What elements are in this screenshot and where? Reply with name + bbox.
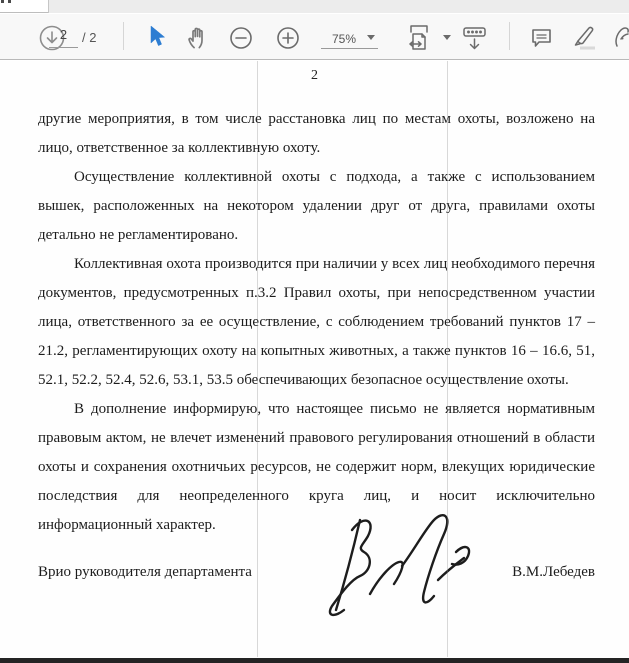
highlighter-icon	[570, 24, 600, 52]
fit-width-button[interactable]	[407, 24, 439, 52]
fill-sign-pen-icon	[613, 26, 629, 50]
toolbar-divider	[123, 22, 124, 50]
toolbar-divider	[509, 22, 510, 50]
signer-title: Врио руководителя департамента	[38, 564, 252, 580]
signature-row	[38, 564, 595, 581]
page-header-number: 2	[311, 68, 318, 83]
chevron-down-icon	[367, 35, 375, 40]
paragraph: Осуществление коллективной охоты с подхода, а также с использованием вышек, расположенных на некотором удалении друг от друга, правилами охоты детально не регламентировано.	[38, 169, 595, 243]
select-cursor-icon	[145, 24, 168, 49]
zoom-in-icon	[276, 26, 300, 50]
document-text	[38, 105, 595, 540]
paragraph: В дополнение информирую, что настоящее письмо не является нормативным правовым актом, не влечет изменений правового регулирования отношений в области охоты и сохранения охотничьих ресурсов, не содержит норм, влекущих юридические последствия для неопределенного круга лиц, и носит исключительно информационный характер.	[38, 401, 595, 533]
zoom-level-value: 75%	[332, 32, 357, 46]
page-total-label: / 2	[82, 30, 97, 45]
chevron-down-icon	[443, 35, 451, 40]
comment-button[interactable]	[529, 26, 554, 51]
zoom-in-button[interactable]	[276, 26, 300, 50]
page-number-input[interactable]: 2	[49, 27, 78, 48]
scrolling-mode-icon	[461, 25, 488, 52]
tab-strip	[0, 0, 629, 13]
hand-tool-button[interactable]	[184, 24, 211, 51]
fit-width-icon	[407, 24, 439, 52]
fill-sign-button[interactable]	[613, 26, 629, 50]
window-bottom-edge	[0, 658, 629, 663]
select-tool-button[interactable]	[145, 24, 168, 49]
highlight-button[interactable]	[570, 24, 600, 52]
hand-tool-icon	[184, 24, 211, 51]
comment-icon	[529, 26, 554, 51]
document-tab[interactable]	[48, 0, 629, 13]
toolbar	[0, 14, 629, 60]
signature-scribble	[322, 506, 482, 631]
zoom-out-icon	[229, 26, 253, 50]
paragraph: Коллективная охота производится при наличии у всех лиц необходимого перечня документов, предусмотренных п.3.2 Правил охоты, при непосредственном участии лица, ответственного за ее осуществление, с соблюдением требований пунктов 17 – 21.2, регламентирующих охоту на копытных животных, а также пунктов 16 – 16.6, 51, 52.1, 52.2, 52.4, 52.6, 53.1, 53.5 обеспечивающих безопасное осуществление охоты.	[38, 256, 595, 388]
zoom-level-dropdown[interactable]	[321, 26, 378, 49]
signer-name: В.М.Лебедев	[512, 564, 595, 580]
zoom-out-button[interactable]	[229, 26, 253, 50]
scrolling-mode-button[interactable]	[461, 25, 488, 52]
document-page	[0, 61, 629, 657]
window-corner-fragment	[1, 0, 13, 3]
paragraph: другие мероприятия, в том числе расстановка лиц по местам охоты, возложено на лицо, ответственное за коллективную охоту.	[38, 111, 595, 156]
